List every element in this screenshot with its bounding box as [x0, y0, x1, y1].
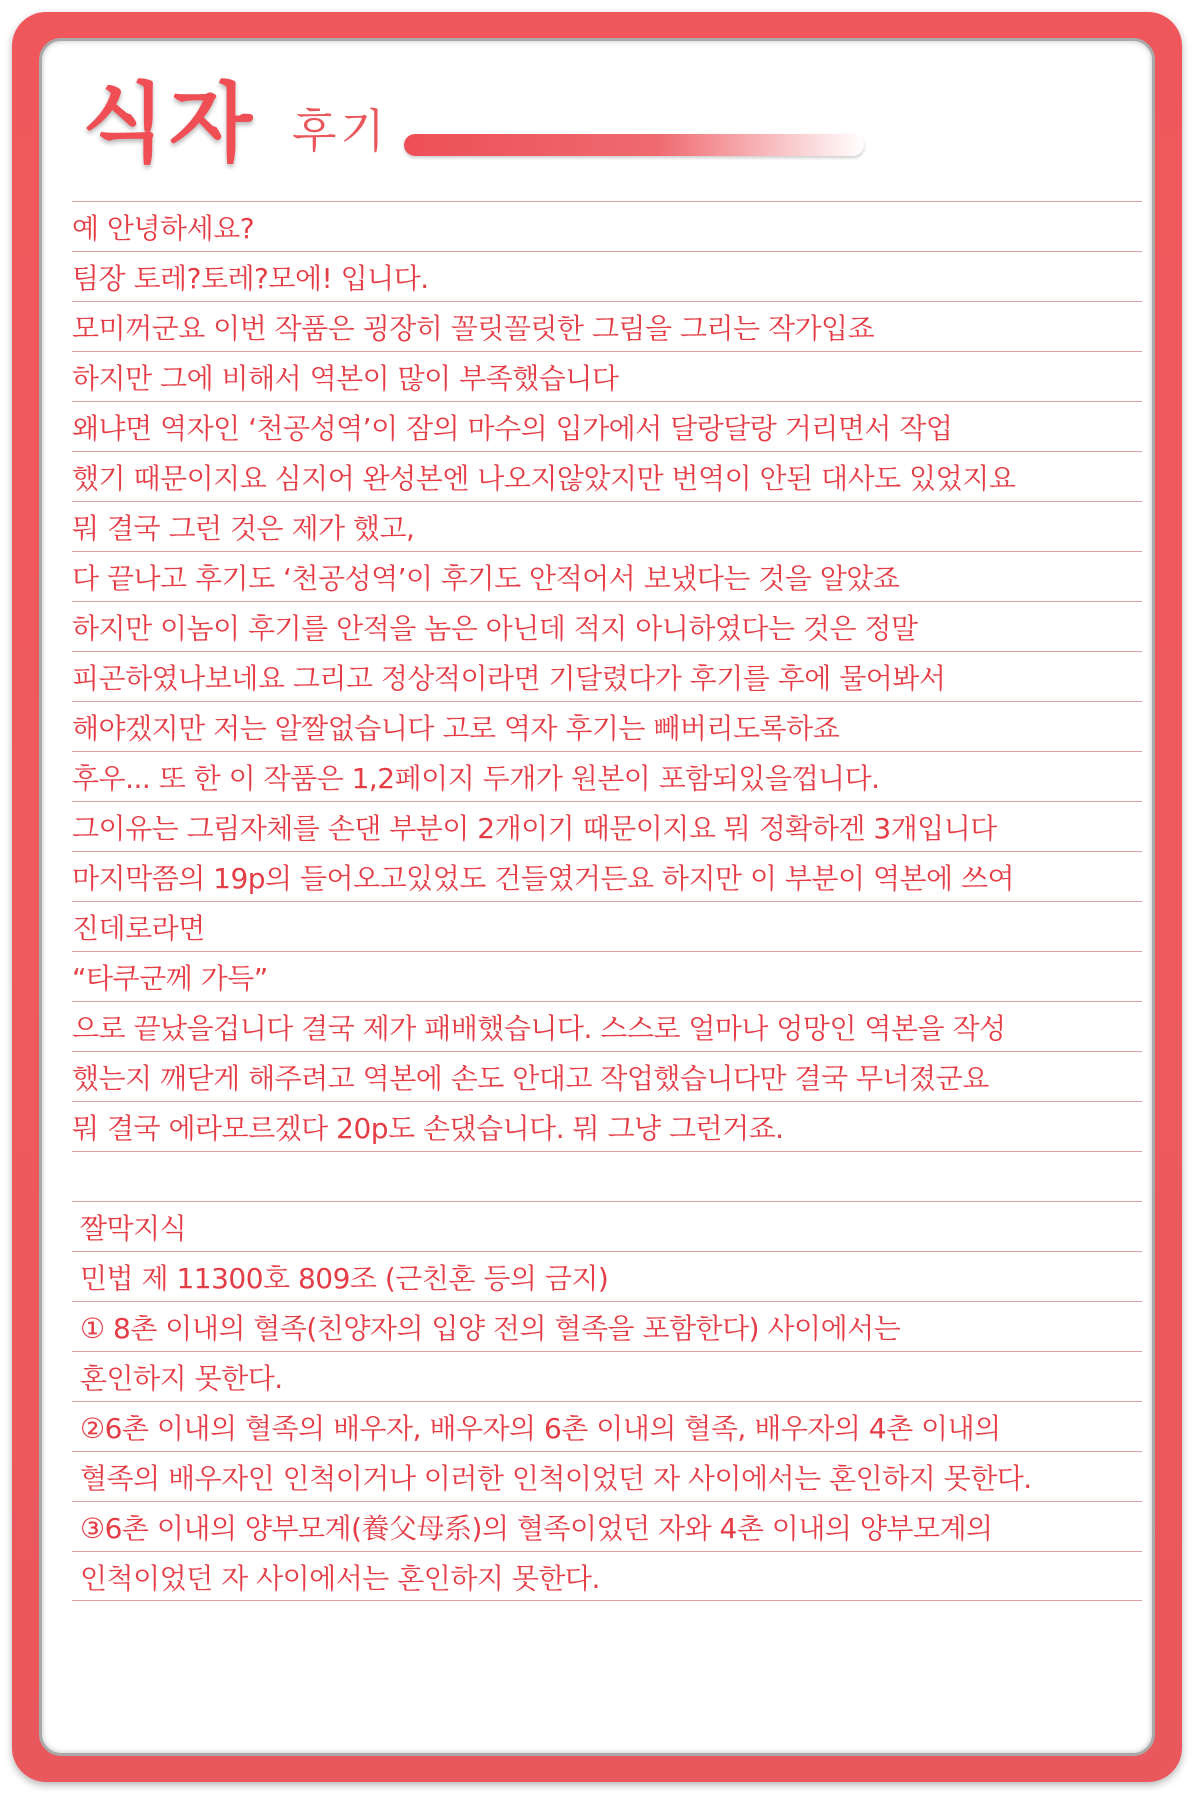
trivia-line — [72, 1501, 1142, 1551]
text-line-content: 진데로라면 — [72, 912, 205, 945]
text-line — [72, 451, 1142, 501]
text-line-content: 그이유는 그림자체를 손댄 부분이 2개이기 때문이지요 뭐 정확하겐 3개입니다 — [72, 812, 997, 845]
text-line-content: 왜냐면 역자인 ‘천공성역’이 잠의 마수의 입가에서 달랑달랑 거리면서 작업 — [72, 412, 953, 445]
title-underline-bar — [404, 134, 864, 156]
text-line — [72, 701, 1142, 751]
text-line-content: 해야겠지만 저는 알짤없습니다 고로 역자 후기는 빼버리도록하죠 — [72, 712, 840, 745]
trivia-line — [72, 1301, 1142, 1351]
red-frame — [12, 12, 1182, 1782]
text-line — [72, 751, 1142, 801]
text-line — [72, 201, 1142, 251]
text-line — [72, 801, 1142, 851]
text-line — [72, 551, 1142, 601]
text-line-content: 혈족의 배우자인 인척이거나 이러한 인척이었던 자 사이에서는 혼인하지 못한다. — [80, 1462, 1032, 1495]
note-body — [72, 201, 1142, 1601]
text-line — [72, 951, 1142, 1001]
note-panel — [39, 38, 1155, 1756]
text-line-content: 팀장 토레?토레?모에! 입니다. — [72, 262, 429, 295]
text-line — [72, 351, 1142, 401]
text-line — [72, 651, 1142, 701]
text-line-content: ②6촌 이내의 혈족의 배우자, 배우자의 6촌 이내의 혈족, 배우자의 4촌 이내의 — [80, 1412, 1001, 1445]
trivia-line — [72, 1251, 1142, 1301]
text-line-content: 했기 때문이지요 심지어 완성본엔 나오지않았지만 번역이 안된 대사도 있었지요 — [72, 462, 1016, 495]
text-line — [72, 401, 1142, 451]
title-row — [82, 69, 1082, 199]
text-line — [72, 251, 1142, 301]
text-line-content: 뭐 결국 에라모르겠다 20p도 손댔습니다. 뭐 그냥 그런거죠. — [72, 1112, 784, 1145]
trivia-line — [72, 1351, 1142, 1401]
blank-line — [72, 1151, 1142, 1201]
text-line-content: 으로 끝났을겁니다 결국 제가 패배했습니다. 스스로 얼마나 엉망인 역본을 작성 — [72, 1012, 1006, 1045]
text-line — [72, 851, 1142, 901]
text-line — [72, 901, 1142, 951]
text-line-content: 민법 제 11300호 809조 (근친혼 등의 금지) — [80, 1262, 609, 1295]
trivia-line — [72, 1401, 1142, 1451]
text-line — [72, 601, 1142, 651]
text-line — [72, 501, 1142, 551]
text-line-content: 후우... 또 한 이 작품은 1,2페이지 두개가 원본이 포함되있을껍니다. — [72, 762, 880, 795]
text-line — [72, 1101, 1142, 1151]
text-line-content: “타쿠군께 가득” — [72, 962, 268, 995]
text-line-content: 짤막지식 — [80, 1212, 187, 1245]
page-title: 식자 — [82, 74, 257, 174]
page-subtitle: 후기 — [292, 104, 389, 158]
text-line-content: 하지만 그에 비해서 역본이 많이 부족했습니다 — [72, 362, 619, 395]
text-line-content: ① 8촌 이내의 혈족(친양자의 입양 전의 혈족을 포함한다) 사이에서는 — [80, 1312, 901, 1345]
text-line-content: 다 끝나고 후기도 ‘천공성역’이 후기도 안적어서 보냈다는 것을 알았죠 — [72, 562, 900, 595]
text-line-content: 마지막쯤의 19p의 들어오고있었도 건들였거든요 하지만 이 부분이 역본에 쓰여 — [72, 862, 1015, 895]
text-line-content: 예 안녕하세요? — [72, 212, 255, 245]
text-line — [72, 1051, 1142, 1101]
trivia-line — [72, 1451, 1142, 1501]
text-line-content: ③6촌 이내의 양부모계(養父母系)의 혈족이었던 자와 4촌 이내의 양부모계의 — [80, 1512, 993, 1545]
text-line-content: 했는지 깨닫게 해주려고 역본에 손도 안대고 작업했습니다만 결국 무너졌군요 — [72, 1062, 989, 1095]
text-line-content: 피곤하였나보네요 그리고 정상적이라면 기달렸다가 후기를 후에 물어봐서 — [72, 662, 946, 695]
trivia-heading — [72, 1201, 1142, 1251]
text-line-content: 하지만 이놈이 후기를 안적을 놈은 아닌데 적지 아니하였다는 것은 정말 — [72, 612, 918, 645]
trivia-line — [72, 1551, 1142, 1601]
text-line-content: 모미꺼군요 이번 작품은 굉장히 꼴릿꼴릿한 그림을 그리는 작가입죠 — [72, 312, 875, 345]
text-line-content: 인척이었던 자 사이에서는 혼인하지 못한다. — [80, 1562, 600, 1595]
text-line-content: 뭐 결국 그런 것은 제가 했고, — [72, 512, 415, 545]
text-line — [72, 1001, 1142, 1051]
text-line-content: 혼인하지 못한다. — [80, 1362, 283, 1395]
text-line — [72, 301, 1142, 351]
